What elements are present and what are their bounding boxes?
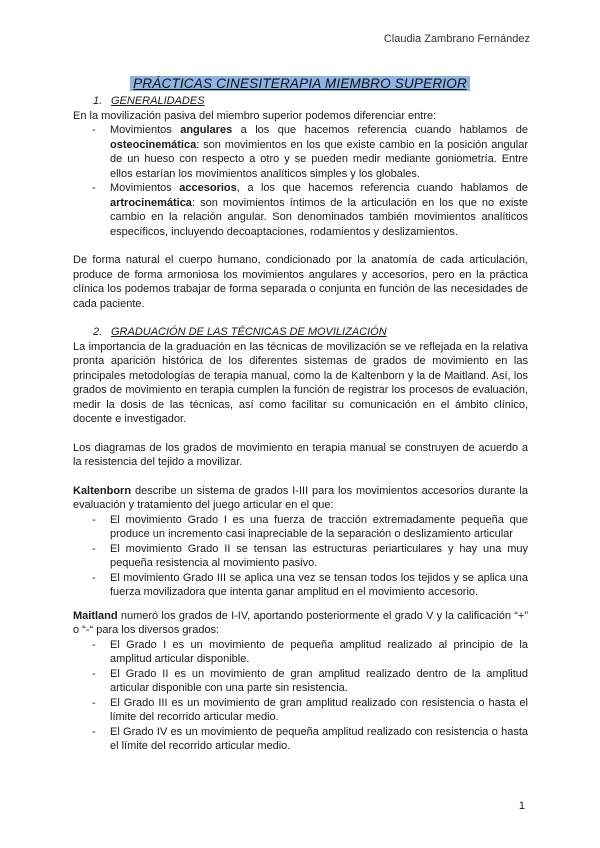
list-item: - Movimientos angulares a los que hacemos referencia cuando hablamos de osteocinemática: son movimientos en los que existe cambio en la posición angular de un hueso con respecto a otro y se pueden medir mediante goniometría. Entre ellos estarían los movimientos analíticos simples y los globales. bbox=[73, 123, 528, 181]
page-number: 1 bbox=[518, 800, 525, 812]
maitland-intro: Maitland numeró los grados de I-IV, aportando posteriormente el grado V y la calificación “+” o “-“ para los diversos grados: bbox=[73, 609, 528, 636]
section-1-title: GENERALIDADES bbox=[111, 95, 205, 107]
section-1-intro: En la movilización pasiva del miembro superior podemos diferenciar entre: bbox=[73, 109, 437, 122]
list-item: - El movimiento Grado I es una fuerza de tracción extremadamente pequeña que produce un incremento casi inapreciable de la separación o deslizamiento articular bbox=[73, 513, 528, 542]
document-title: PRÁCTICAS CINESITERAPIA MIEMBRO SUPERIOR bbox=[130, 76, 470, 91]
movement-types-list bbox=[73, 123, 528, 239]
section-2-number: 2. bbox=[93, 326, 103, 338]
list-item: - El Grado IV es un movimiento de pequeña amplitud realizado con resistencia o hasta el límite del recorrido articular medio. bbox=[73, 725, 528, 754]
kaltenborn-grades-list bbox=[73, 513, 528, 600]
kaltenborn-intro: Kaltenborn describe un sistema de grados I-III para los movimientos accesorios durante la evaluación y tratamiento del juego articular en el que: bbox=[73, 484, 528, 511]
list-item: - El movimiento Grado III se aplica una vez se tensan todos los tejidos y se aplica una fuerza movilizadora que intenta ganar amplitud en el movimiento accesorio. bbox=[73, 571, 528, 600]
list-item: - El movimiento Grado II se tensan las estructuras periarticulares y hay una muy pequeña resistencia al movimiento pasivo. bbox=[73, 542, 528, 571]
title-wrap bbox=[0, 75, 600, 93]
section-1-number: 1. bbox=[93, 95, 103, 107]
section-2-title: GRADUACIÓN DE LAS TÉCNICAS DE MOVILIZACIÓN bbox=[111, 326, 387, 338]
list-item: - El Grado II es un movimiento de gran amplitud realizado dentro de la amplitud articular disponible con una parte sin resistencia. bbox=[73, 667, 528, 696]
list-item: - El Grado III es un movimiento de gran amplitud realizado con resistencia o hasta el límite del recorrido articular medio. bbox=[73, 696, 528, 725]
document-body bbox=[73, 94, 528, 754]
author-name: Claudia Zambrano Fernández bbox=[383, 33, 530, 45]
kaltenborn-name: Kaltenborn bbox=[73, 484, 132, 497]
section-2-paragraph-1: La importancia de la graduación en las técnicas de movilización se ve reflejada en la relativa pronta aparición histórica de los diferentes sistemas de grados de movimiento en las principales metodologías de terapia manual, como la de Kaltenborn y la de Maitland. Así, los grados de movimiento en terapia cumplen la función de registrar los procesos de evaluación, medir la dosis de las técnicas, así como facilitar su comunicación en el ámbito clínico, docente e investigador. bbox=[73, 340, 528, 425]
section-1-heading bbox=[93, 94, 528, 109]
list-item: - Movimientos accesorios, a los que hacemos referencia cuando hablamos de artrocinemática: son movimientos íntimos de la articulación en los que no existe cambio en la relación angular. Son denominados también movimientos analíticos específicos, incluyendo decoaptaciones, rodamientos y deslizamientos. bbox=[73, 181, 528, 239]
maitland-name: Maitland bbox=[73, 609, 118, 622]
section-1-paragraph: De forma natural el cuerpo humano, condicionado por la anatomía de cada articulación, produce de forma armoniosa los movimientos angulares y accesorios, pero en la práctica clínica los podemos trabajar de forma separada o conjunta en función de las necesidades de cada paciente. bbox=[73, 254, 528, 310]
section-2-heading bbox=[93, 325, 528, 340]
list-item: - El Grado I es un movimiento de pequeña amplitud realizado al principio de la amplitud articular disponible. bbox=[73, 638, 528, 667]
maitland-grades-list bbox=[73, 638, 528, 754]
section-2-paragraph-2: Los diagramas de los grados de movimiento en terapia manual se construyen de acuerdo a la resistencia del tejido a movilizar. bbox=[73, 441, 528, 468]
